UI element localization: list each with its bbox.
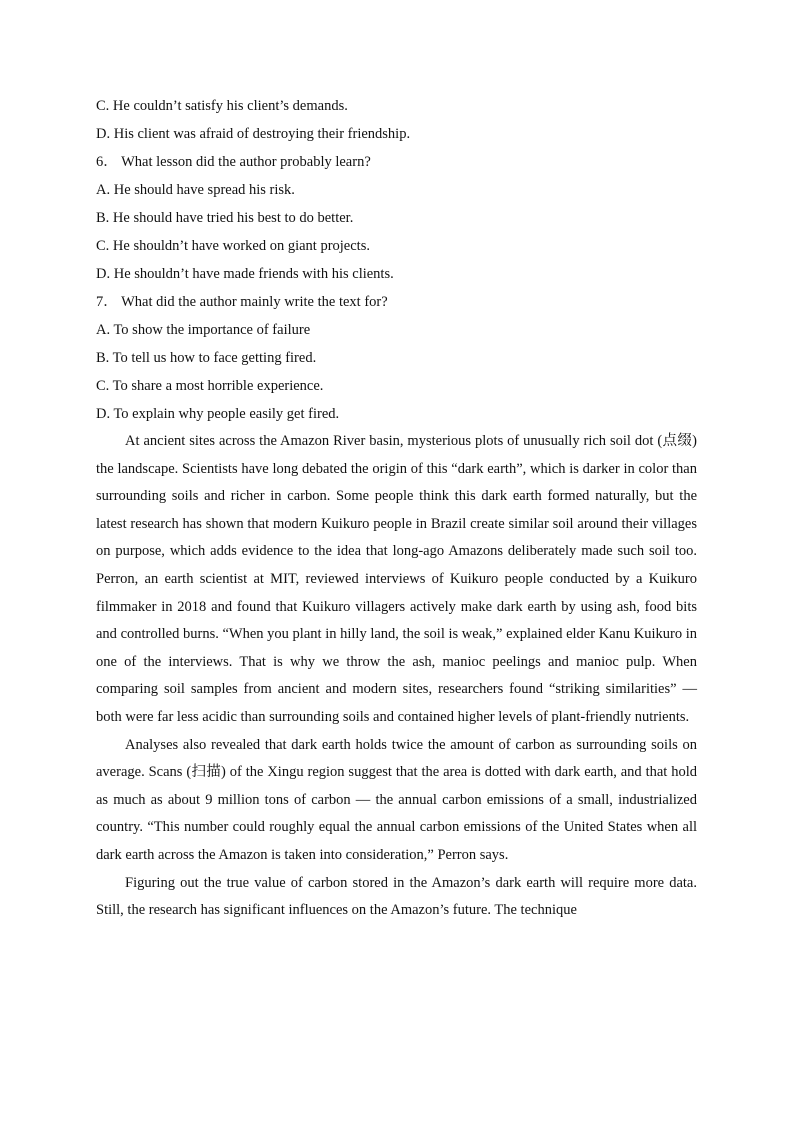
q6-option-c: C. He shouldn’t have worked on giant projects. bbox=[96, 238, 370, 254]
passage-paragraph-1: At ancient sites across the Amazon River basin, mysterious plots of unusually rich soil dot (点缀) the landscape. Scientists have long debated the origin of this “dark earth”, which is darker in color than surrounding soils and richer in carbon. Some people think this dark earth formed naturally, but the latest research has shown that modern Kuikuro people in Brazil create similar soil around their villages on purpose, which adds evidence to the idea that long-ago Amazons deliberately made such soil too. Perron, an earth scientist at MIT, reviewed interviews of Kuikuro people conducted by a Kuikuro filmmaker in 2018 and found that Kuikuro villagers actively make dark earth by using ash, food bits and controlled burns. “When you plant in hilly land, the soil is weak,” explained elder Kanu Kuikuro in one of the interviews. That is why we throw the ash, manioc peelings and manioc pulp. When comparing soil samples from ancient and modern sites, researchers found “striking similarities” — both were far less acidic than surrounding soils and contained higher levels of plant-friendly nutrients. bbox=[96, 433, 697, 725]
q5-option-d: D. His client was afraid of destroying their friendship. bbox=[96, 126, 411, 142]
q6-option-b: B. He should have tried his best to do better. bbox=[96, 210, 354, 226]
q7-option-a: A. To show the importance of failure bbox=[96, 322, 311, 338]
q7-option-c: C. To share a most horrible experience. bbox=[96, 378, 324, 394]
q6-stem: 6． What lesson did the author probably learn? bbox=[96, 154, 371, 170]
q5-option-c: C. He couldn’t satisfy his client’s demands. bbox=[96, 98, 348, 114]
q7-option-b: B. To tell us how to face getting fired. bbox=[96, 350, 317, 366]
passage-paragraph-3: Figuring out the true value of carbon stored in the Amazon’s dark earth will require more data. Still, the research has significant influences on the Amazon’s future. The technique bbox=[96, 874, 697, 919]
passage-paragraph-2: Analyses also revealed that dark earth holds twice the amount of carbon as surrounding soils on average. Scans (扫描) of the Xingu region suggest that the area is dotted with dark earth, and that hold as much as about 9 million tons of carbon — the annual carbon emissions of a small, industrialized country. “This number could roughly equal the annual carbon emissions of the United States when all dark earth across the Amazon is taken into consideration,” Perron says. bbox=[96, 736, 697, 863]
q7-option-d: D. To explain why people easily get fired. bbox=[96, 406, 340, 422]
q7-stem: 7． What did the author mainly write the text for? bbox=[96, 294, 388, 310]
document-page bbox=[96, 92, 697, 925]
q6-option-a: A. He should have spread his risk. bbox=[96, 182, 295, 198]
q6-option-d: D. He shouldn’t have made friends with his clients. bbox=[96, 266, 394, 282]
